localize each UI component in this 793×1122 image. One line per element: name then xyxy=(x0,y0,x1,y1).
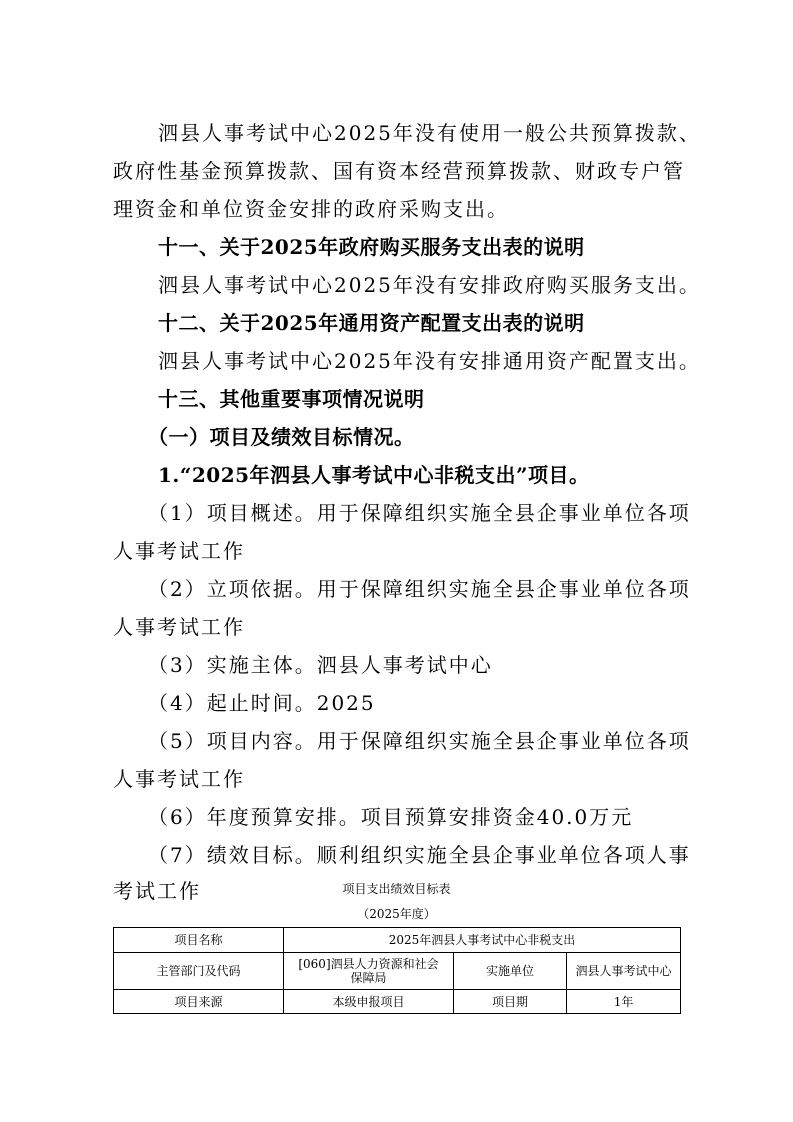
paragraph-line: 人事考试工作 xyxy=(113,539,245,563)
paragraph-line: 理资金和单位资金安排的政府采购支出。 xyxy=(113,197,509,221)
section-heading-12: 十二、关于2025年通用资产配置支出表的说明 xyxy=(158,311,585,335)
paragraph-line: （7）绩效目标。顺利组织实施全县企事业单位各项人事 xyxy=(148,843,691,867)
table-row xyxy=(114,928,681,953)
paragraph-line: （6）年度预算安排。项目预算安排资金40.0万元 xyxy=(148,805,634,829)
table-cell: 主管部门及代码 xyxy=(114,953,284,990)
table-cell: 项目名称 xyxy=(114,928,284,953)
paragraph-line: 政府性基金预算拨款、国有资本经营预算拨款、财政专户管 xyxy=(113,159,685,183)
table-cell: 2025年泗县人事考试中心非税支出 xyxy=(284,928,681,953)
section-heading-11: 十一、关于2025年政府购买服务支出表的说明 xyxy=(158,235,585,259)
paragraph-line: 人事考试工作 xyxy=(113,767,245,791)
table-cell: 泗县人事考试中心 xyxy=(567,953,681,990)
paragraph-line: （3）实施主体。泗县人事考试中心 xyxy=(148,653,493,677)
performance-target-table xyxy=(113,927,681,1014)
paragraph-line: 泗县人事考试中心2025年没有安排政府购买服务支出。 xyxy=(158,273,701,297)
table-cell: 项目期 xyxy=(454,990,567,1014)
paragraph-line: 考试工作 xyxy=(113,879,201,903)
paragraph-line: （1）项目概述。用于保障组织实施全县企事业单位各项 xyxy=(148,501,691,525)
table-title: 项目支出绩效目标表 xyxy=(342,882,451,896)
section-heading-13: 十三、其他重要事项情况说明 xyxy=(158,387,425,411)
paragraph-line: （2）立项依据。用于保障组织实施全县企事业单位各项 xyxy=(148,577,691,601)
table-cell: 本级申报项目 xyxy=(284,990,454,1014)
table-cell: 1年 xyxy=(567,990,681,1014)
paragraph-line: （4）起止时间。2025 xyxy=(148,691,376,715)
paragraph-line: （5）项目内容。用于保障组织实施全县企事业单位各项 xyxy=(148,729,691,753)
table-year: （2025年度） xyxy=(357,907,436,921)
table-cell: [060]泗县人力资源和社会保障局 xyxy=(284,953,454,990)
paragraph-line: 泗县人事考试中心2025年没有安排通用资产配置支出。 xyxy=(158,349,701,373)
table-cell: 实施单位 xyxy=(454,953,567,990)
table-cell: 项目来源 xyxy=(114,990,284,1014)
project-title: 1.“2025年泗县人事考试中心非税支出”项目。 xyxy=(158,463,590,487)
table-row xyxy=(114,953,681,990)
subsection-heading: （一）项目及绩效目标情况。 xyxy=(148,425,415,449)
table-row xyxy=(114,990,681,1014)
paragraph-line: 人事考试工作 xyxy=(113,615,245,639)
paragraph-line: 泗县人事考试中心2025年没有使用一般公共预算拨款、 xyxy=(158,121,701,145)
